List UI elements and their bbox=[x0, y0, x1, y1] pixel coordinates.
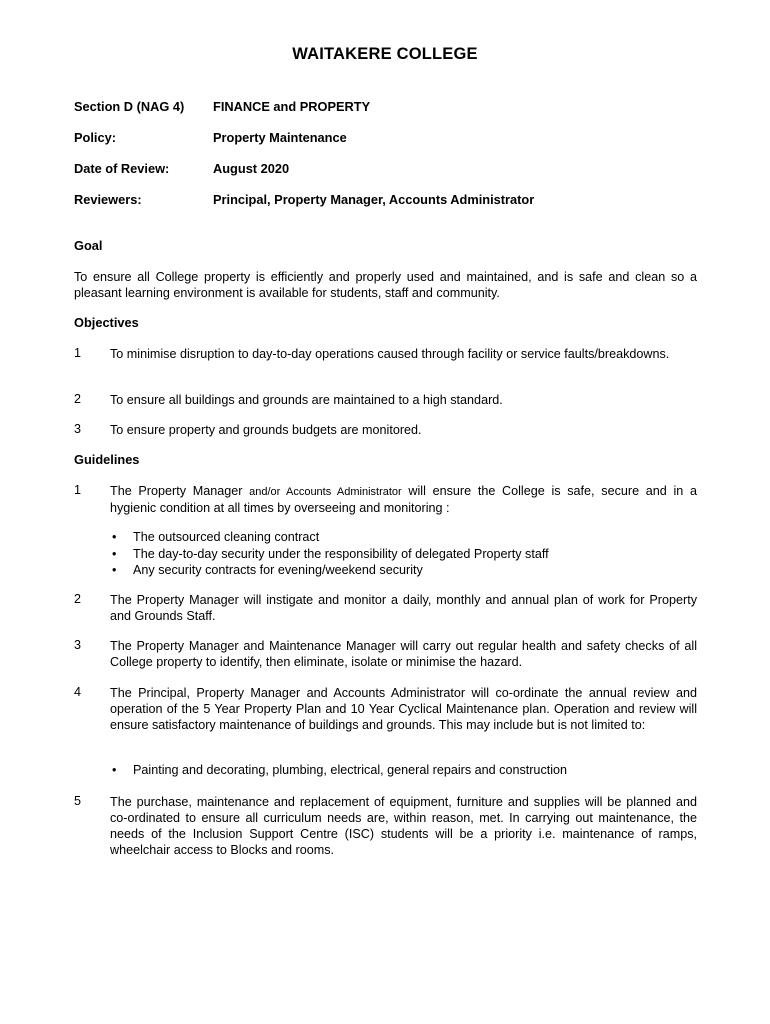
guidelines-heading: Guidelines bbox=[74, 452, 140, 467]
list-item-text: The outsourced cleaning contract bbox=[133, 530, 320, 544]
item-text: The Principal, Property Manager and Accounts Administrator will co-ordinate the annual review and operation of the 5 Year Property Plan and 10 Year Cyclical Maintenance plan. Operation and review will ensure satisfactory maintenance of buildings and grounds. This may include but is not limited to: bbox=[110, 686, 697, 732]
text-part-small: and/or Accounts Administrator bbox=[249, 486, 402, 498]
bullet-icon: • bbox=[112, 530, 117, 544]
item-number: 1 bbox=[74, 346, 82, 360]
meta-value: FINANCE and PROPERTY bbox=[213, 99, 371, 114]
item-text bbox=[110, 483, 697, 516]
item-number: 2 bbox=[74, 592, 82, 606]
list-item bbox=[110, 562, 697, 579]
item-number: 1 bbox=[74, 483, 82, 497]
bullet-icon: • bbox=[112, 763, 117, 777]
item-text: To minimise disruption to day-to-day operations caused through facility or service faults/breakdowns. bbox=[110, 347, 670, 361]
meta-value: Principal, Property Manager, Accounts Administrator bbox=[213, 192, 535, 207]
item-number: 5 bbox=[74, 794, 82, 808]
objectives-heading: Objectives bbox=[74, 315, 139, 330]
meta-value: Property Maintenance bbox=[213, 130, 347, 145]
meta-key: Date of Review: bbox=[74, 161, 170, 176]
bullet-icon: • bbox=[112, 546, 117, 561]
list-item bbox=[110, 546, 697, 563]
goal-text: To ensure all College property is efficiently and properly used and maintained, and is safe and clean so a pleasant learning environment is available for students, staff and community. bbox=[74, 270, 697, 300]
item-text: To ensure all buildings and grounds are maintained to a high standard. bbox=[110, 393, 503, 407]
list-item bbox=[110, 762, 697, 779]
meta-key: Section D (NAG 4) bbox=[74, 99, 185, 114]
meta-key: Reviewers: bbox=[74, 192, 142, 207]
goal-heading: Goal bbox=[74, 238, 103, 253]
list-item bbox=[110, 529, 697, 546]
list-item-text: Painting and decorating, plumbing, electrical, general repairs and construction bbox=[133, 763, 568, 777]
monitoring-bullet-list bbox=[110, 529, 697, 579]
item-text: The Property Manager will instigate and monitor a daily, monthly and annual plan of work for Property and Grounds Staff. bbox=[110, 593, 697, 623]
item-number: 3 bbox=[74, 422, 82, 436]
item-text: To ensure property and grounds budgets are monitored. bbox=[110, 423, 422, 437]
item-number: 3 bbox=[74, 638, 82, 652]
item-number: 2 bbox=[74, 392, 82, 406]
maintenance-bullet-list bbox=[110, 762, 697, 779]
item-text: The purchase, maintenance and replacement of equipment, furniture and supplies will be planned and co-ordinated to ensure all curriculum needs are, within reason, met. In carrying out maintenance, the needs of the Inclusion Support Centre (ISC) students will be a priority i.e. maintenance of ramps, wheelchair access to Blocks and rooms. bbox=[110, 795, 697, 857]
bullet-icon: • bbox=[112, 563, 117, 578]
item-text: The Property Manager and Maintenance Manager will carry out regular health and safety checks of all College property to identify, then eliminate, isolate or minimise the hazard. bbox=[110, 639, 697, 669]
text-part: will ensure the College is safe, secure and in a hygienic condition at all times by overseeing and monitoring : bbox=[110, 484, 698, 515]
item-number: 4 bbox=[74, 685, 82, 699]
meta-key: Policy: bbox=[74, 130, 116, 145]
list-item-text: The day-to-day security under the responsibility of delegated Property staff bbox=[133, 546, 549, 561]
list-item-text: Any security contracts for evening/weekend security bbox=[133, 563, 423, 578]
text-part: The Property Manager bbox=[110, 484, 250, 498]
document-title: WAITAKERE COLLEGE bbox=[292, 45, 478, 63]
meta-value: August 2020 bbox=[213, 161, 290, 176]
